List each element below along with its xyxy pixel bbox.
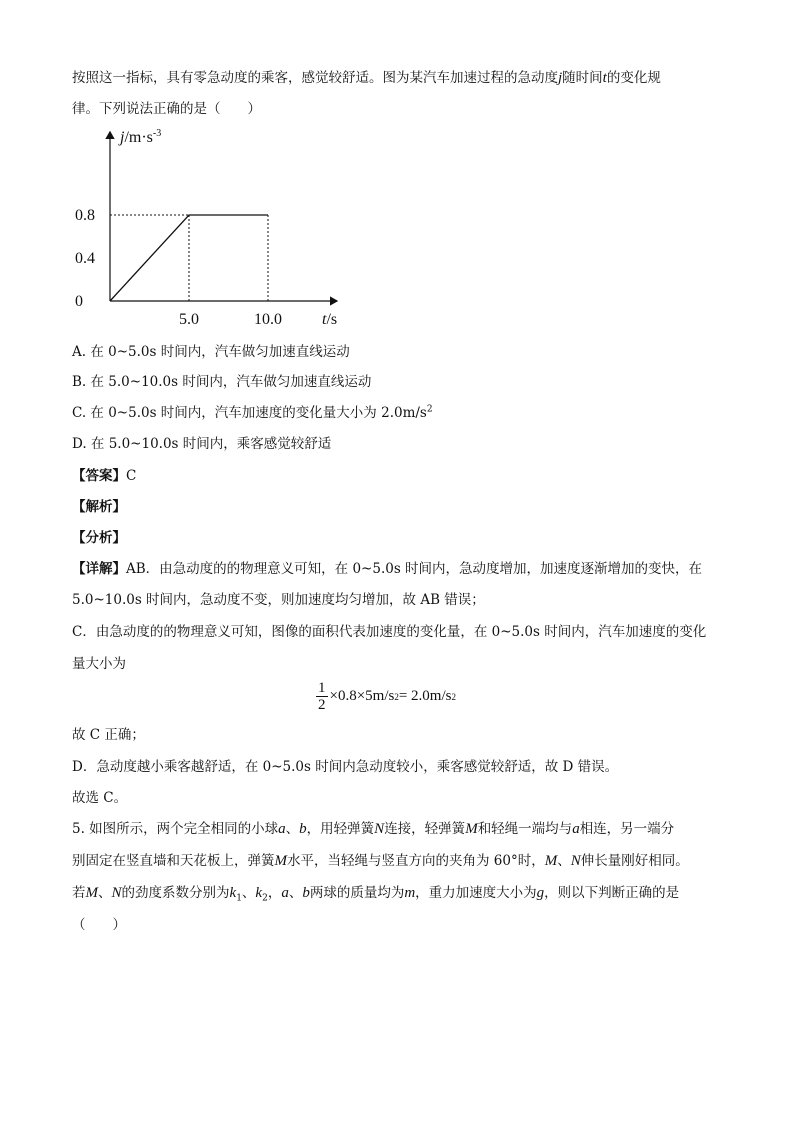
option-c bbox=[72, 401, 433, 421]
detail-line-5: 故 C 正确； bbox=[72, 727, 145, 743]
intro-line-2: 律。下列说法正确的是（ ） bbox=[72, 101, 261, 117]
formula bbox=[316, 680, 456, 713]
intro-line-1 bbox=[72, 66, 661, 87]
var-n: N bbox=[374, 821, 385, 837]
var-g: g bbox=[536, 885, 545, 901]
q5-text: 相连，另一端分 bbox=[579, 821, 675, 837]
var-b: b bbox=[302, 885, 310, 901]
intro-text: 的变化规 bbox=[606, 70, 661, 86]
subscript: 1 bbox=[236, 893, 242, 904]
y-tick-label: 0.8 bbox=[75, 207, 95, 224]
var-a: a bbox=[281, 885, 289, 901]
option-b: B. 在 5.0~10.0s 时间内，汽车做匀加速直线运动 bbox=[72, 374, 372, 390]
q5-text: 的劲度系数分别为 bbox=[121, 885, 230, 901]
q5-text: ，用轻弹簧 bbox=[306, 821, 375, 837]
var-j: j bbox=[558, 70, 563, 86]
q5-text: 两球的质量均为 bbox=[309, 885, 405, 901]
intro-text: 按照这一指标，具有零急动度的乘客，感觉较舒适。图为某汽车加速过程的急动度 bbox=[72, 70, 558, 86]
x-tick-label: 5.0 bbox=[179, 311, 199, 328]
var-mass: m bbox=[404, 885, 416, 901]
q5-line-1 bbox=[72, 817, 674, 838]
answer-line bbox=[72, 464, 136, 484]
q5-text: ，则以下判断正确的是 bbox=[544, 885, 680, 901]
x-axis-label: t/s bbox=[322, 311, 338, 328]
q5-line-3 bbox=[72, 881, 679, 904]
q5-text: ，重力加速度大小为 bbox=[415, 885, 537, 901]
fraction-denominator: 2 bbox=[318, 697, 326, 713]
jerk-time-chart bbox=[72, 124, 352, 334]
detail-text: AB．由急动度的的物理意义可知，在 0~5.0s 时间内，急动度增加，加速度逐渐增加的变快，在 bbox=[126, 561, 703, 577]
q5-text: 、 bbox=[557, 853, 571, 869]
var-b: b bbox=[299, 821, 307, 837]
detail-tag: 【详解】 bbox=[72, 561, 126, 577]
q5-text: 连接，轻弹簧 bbox=[384, 821, 466, 837]
detail-line-6: D．急动度越小乘客越舒适，在 0~5.0s 时间内急动度较小，乘客感觉较舒适，故 D 错误。 bbox=[72, 759, 619, 775]
var-k: k bbox=[229, 885, 237, 901]
var-m: M bbox=[85, 885, 98, 901]
q5-text: 5. 如图所示，两个完全相同的小球 bbox=[72, 821, 279, 837]
var-m: M bbox=[465, 821, 478, 837]
var-a: a bbox=[278, 821, 286, 837]
q5-text: 水平，当轻绳与竖直方向的夹角为 60°时， bbox=[287, 853, 545, 869]
answer-value: C bbox=[126, 468, 137, 484]
y-axis-label: $j/m\cdot s^{-3}$ bbox=[120, 128, 162, 146]
q5-text: 、 bbox=[285, 821, 300, 837]
formula-exp: 2 bbox=[394, 691, 399, 702]
var-m: M bbox=[274, 853, 287, 869]
option-d: D. 在 5.0~10.0s 时间内，乘客感觉较舒适 bbox=[72, 436, 332, 452]
y-tick-label: 0 bbox=[75, 293, 83, 310]
analysis-tag: 【解析】 bbox=[72, 499, 126, 515]
var-n: N bbox=[570, 853, 581, 869]
detail-line-3: C．由急动度的的物理意义可知，图像的面积代表加速度的变化量，在 0~5.0s 时间内，汽车加速度的变化 bbox=[72, 624, 707, 640]
q5-line-4: （ ） bbox=[72, 917, 126, 933]
q5-text: ， bbox=[267, 885, 282, 901]
detail-line-7: 故选 C。 bbox=[72, 790, 128, 806]
detail-line-4: 量大小为 bbox=[72, 656, 126, 672]
var-a: a bbox=[572, 821, 580, 837]
q5-line-2 bbox=[72, 849, 689, 870]
q5-text: 、 bbox=[241, 885, 256, 901]
formula-body: ×0.8×5m/s bbox=[329, 688, 395, 704]
option-c-text: C. 在 0~5.0s 时间内，汽车加速度的变化量大小为 2.0m/s bbox=[72, 405, 427, 421]
y-tick-label: 0.4 bbox=[75, 250, 95, 267]
q5-text: 、 bbox=[98, 885, 112, 901]
var-k: k bbox=[255, 885, 263, 901]
q5-text: 和轻绳一端均与 bbox=[477, 821, 573, 837]
intro-text: 随时间 bbox=[562, 70, 603, 86]
option-c-exp: 2 bbox=[426, 404, 433, 415]
subscript: 2 bbox=[262, 893, 268, 904]
var-t: t bbox=[602, 70, 607, 86]
fraction-numerator: 1 bbox=[318, 680, 326, 696]
var-n: N bbox=[111, 885, 122, 901]
formula-exp: 2 bbox=[451, 691, 456, 702]
detail-line-1 bbox=[72, 557, 702, 577]
q5-text: 、 bbox=[288, 885, 303, 901]
q5-text: 若 bbox=[72, 885, 86, 901]
answer-tag: 【答案】 bbox=[72, 468, 126, 484]
q5-text: 别固定在竖直墙和天花板上，弹簧 bbox=[72, 853, 275, 869]
formula-result: = 2.0m/s bbox=[398, 688, 452, 704]
q5-text: 伸长量刚好相同。 bbox=[580, 853, 689, 869]
var-m: M bbox=[544, 853, 558, 869]
fenxi-tag: 【分析】 bbox=[72, 530, 126, 546]
detail-line-2: 5.0~10.0s 时间内，急动度不变，则加速度均匀增加，故 AB 错误； bbox=[72, 592, 485, 608]
x-tick-label: 10.0 bbox=[254, 311, 282, 328]
option-a: A. 在 0~5.0s 时间内，汽车做匀加速直线运动 bbox=[72, 344, 350, 360]
fraction bbox=[316, 680, 328, 713]
